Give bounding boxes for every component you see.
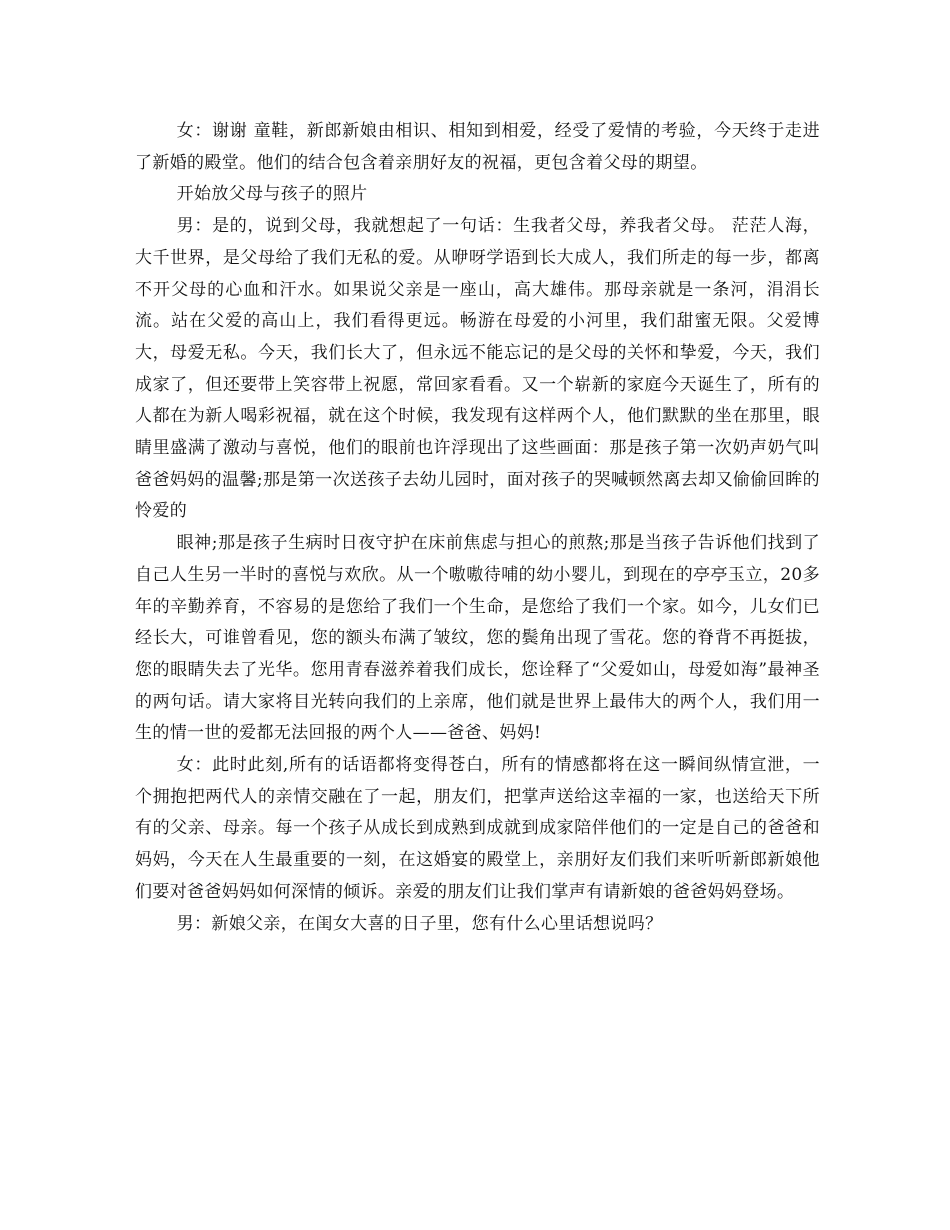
paragraph-5: 女：此时此刻,所有的话语都将变得苍白，所有的情感都将在这一瞬间纵情宣泄，一个拥抱把两代人的亲情交融在了一起，朋友们，把掌声送给这幸福的一家，也送给天下所有的父亲、母亲。每一个孩子从成长到成熟到成就到成家陪伴他们的一定是自己的爸爸和妈妈，今天在人生最重要的一刻，在这婚宴的殿堂上，亲朋好友们我们来听听新郎新娘他们要对爸爸妈妈如何深情的倾诉。亲爱的朋友们让我们掌声有请新娘的爸爸妈妈登场。 — [135, 755, 820, 902]
paragraph-3: 男：是的，说到父母，我就想起了一句话：生我者父母，养我者父母。 茫茫人海，大千世界，是父母给了我们无私的爱。从咿呀学语到长大成人，我们所走的每一步，都离不开父母的心血和汗水。如果说父亲是一座山，高大雄伟。那母亲就是一条河，涓涓长流。站在父爱的高山上，我们看得更远。畅游在母爱的小河里，我们甜蜜无限。父爱博大，母爱无私。今天，我们长大了，但永远不能忘记的是父母的关怀和挚爱，今天，我们成家了，但还要带上笑容带上祝愿，常回家看看。又一个崭新的家庭今天诞生了，所有的人都在为新人喝彩祝福，就在这个时候，我发现有这样两个人，他们默默的坐在那里，眼睛里盛满了激动与喜悦，他们的眼前也许浮现出了这些画面：那是孩子第一次奶声奶气叫爸爸妈妈的温馨;那是第一次送孩子去幼儿园时，面对孩子的哭喊顿然离去却又偷偷回眸的怜爱的 — [135, 216, 820, 522]
paragraph-4: 眼神;那是孩子生病时日夜守护在床前焦虑与担心的煎熬;那是当孩子告诉他们找到了自己人生另一半时的喜悦与欢欣。从一个嗷嗷待哺的幼小婴儿，到现在的亭亭玉立，20多年的辛勤养育，不容易的是您给了我们一个生命，是您给了我们一个家。如今，儿女们已经长大，可谁曾看见，您的额头布满了皱纹，您的鬓角出现了雪花。您的脊背不再挺拔，您的眼睛失去了光华。您用青春滋养着我们成长，您诠释了“父爱如山，母爱如海”最神圣的两句话。请大家将目光转向我们的上亲席，他们就是世界上最伟大的两个人，我们用一生的情一世的爱都无法回报的两个人——爸爸、妈妈! — [135, 533, 820, 744]
paragraph-1: 女：谢谢 童鞋，新郎新娘由相识、相知到相爱，经受了爱情的考验，今天终于走进了新婚的殿堂。他们的结合包含着亲朋好友的祝福，更包含着父母的期望。 — [135, 121, 820, 173]
paragraph-6: 男：新娘父亲，在闺女大喜的日子里，您有什么心里话想说吗？ — [176, 913, 663, 934]
document-body — [135, 116, 820, 940]
paragraph-2: 开始放父母与孩子的照片 — [176, 184, 368, 205]
